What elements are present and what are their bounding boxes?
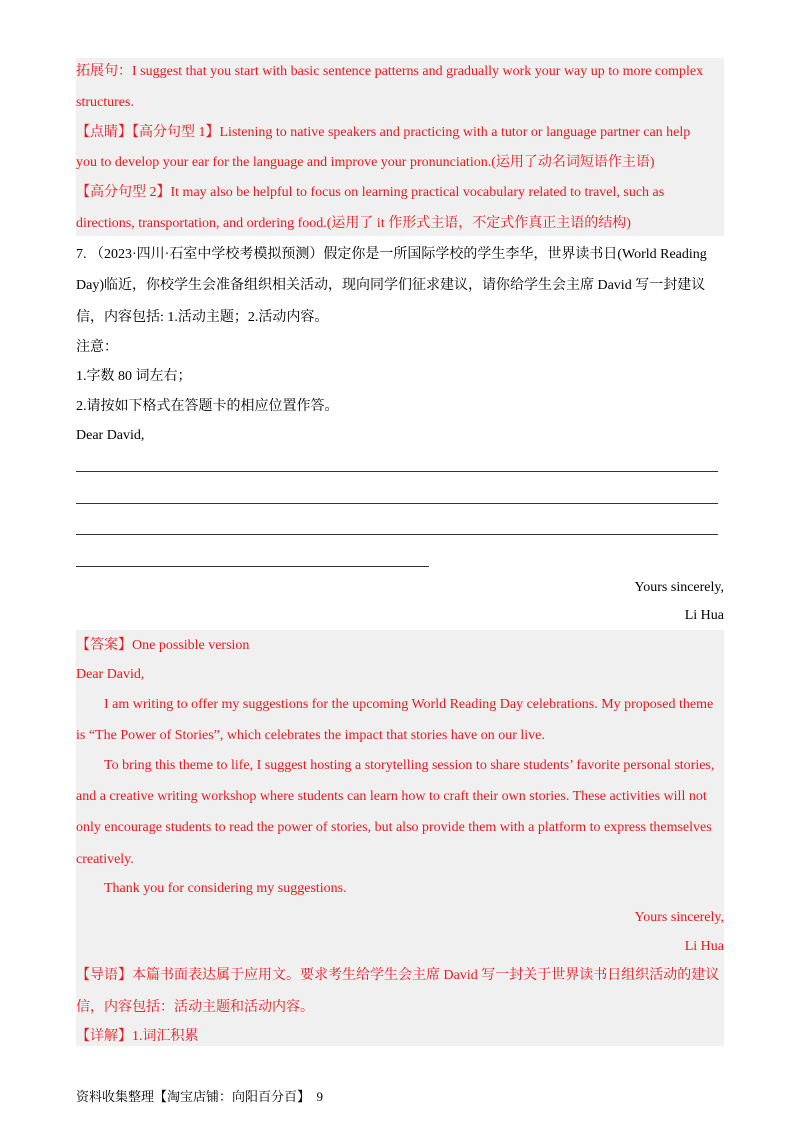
page-number: 9 [316,1089,324,1104]
answer-p2-line4: creatively. [76,852,134,867]
question-line2: Day)临近，你校学生会准备组织相关活动，现向同学们征求建议，请你给学生会主席 David 写一封建议 [76,278,706,293]
answer-p2-line2: and a creative writing workshop where students can learn how to craft their own stories. These activities will not [76,789,707,804]
question-line1: 7. （2023·四川·石室中学校考模拟预测）假定你是一所国际学校的学生李华，世界读书日(World Reading [76,247,707,262]
writing-line [76,566,429,567]
answer-signature: Li Hua [684,939,724,954]
question-signature: Li Hua [684,608,724,623]
highlight1-line2: you to develop your ear for the language and improve your pronunciation.(运用了动名词短语作主语) [76,155,655,170]
answer-p1-line2: is “The Power of Stories”, which celebrates the impact that stories have on our live. [76,728,545,743]
answer-p1-line1: I am writing to offer my suggestions for the upcoming World Reading Day celebrations. My proposed theme [104,697,714,712]
writing-line [76,503,718,504]
answer-p2-line1: To bring this theme to life, I suggest hosting a storytelling session to share students’ favorite personal stories, [104,758,715,773]
note-item-1: 1.字数 80 词左右； [76,369,192,384]
note-title: 注意： [76,340,118,355]
detail-heading: 【详解】1.词汇积累 [76,1029,199,1044]
highlight1-line1: 【点睛】【高分句型 1】Listening to native speakers and practicing with a tutor or language partner can help [76,125,691,140]
guide-line2: 信，内容包括：活动主题和活动内容。 [76,1000,314,1015]
question-closing: Yours sincerely, [634,580,724,595]
answer-p3: Thank you for considering my suggestions. [104,881,347,896]
answer-closing: Yours sincerely, [634,910,724,925]
answer-salutation: Dear David, [76,667,145,682]
expand-sentence-line2: structures. [76,95,134,110]
highlight2-line2: directions, transportation, and ordering food.(运用了 it 作形式主语，不定式作真正主语的结构) [76,216,631,231]
highlight2-line1: 【高分句型 2】It may also be helpful to focus on learning practical vocabulary related to travel, such as [76,185,665,200]
writing-line [76,534,718,535]
question-salutation: Dear David, [76,428,145,443]
top-answer-shade [76,58,724,236]
page-footer [76,1086,323,1105]
note-item-2: 2.请按如下格式在答题卡的相应位置作答。 [76,399,339,414]
footer-source: 资料收集整理【淘宝店铺：向阳百分百】 [76,1089,311,1104]
writing-line [76,471,718,472]
question-line3: 信，内容包括: 1.活动主题；2.活动内容。 [76,310,329,325]
answer-p2-line3: only encourage students to read the power of stories, but also provide them with a platform to express themselves [76,820,712,835]
expand-sentence-line1: 拓展句：I suggest that you start with basic sentence patterns and gradually work your way up to more complex [76,64,704,79]
guide-line1: 【导语】本篇书面表达属于应用文。要求考生给学生会主席 David 写一封关于世界读书日组织活动的建议 [76,968,720,983]
answer-label: 【答案】One possible version [76,638,250,653]
